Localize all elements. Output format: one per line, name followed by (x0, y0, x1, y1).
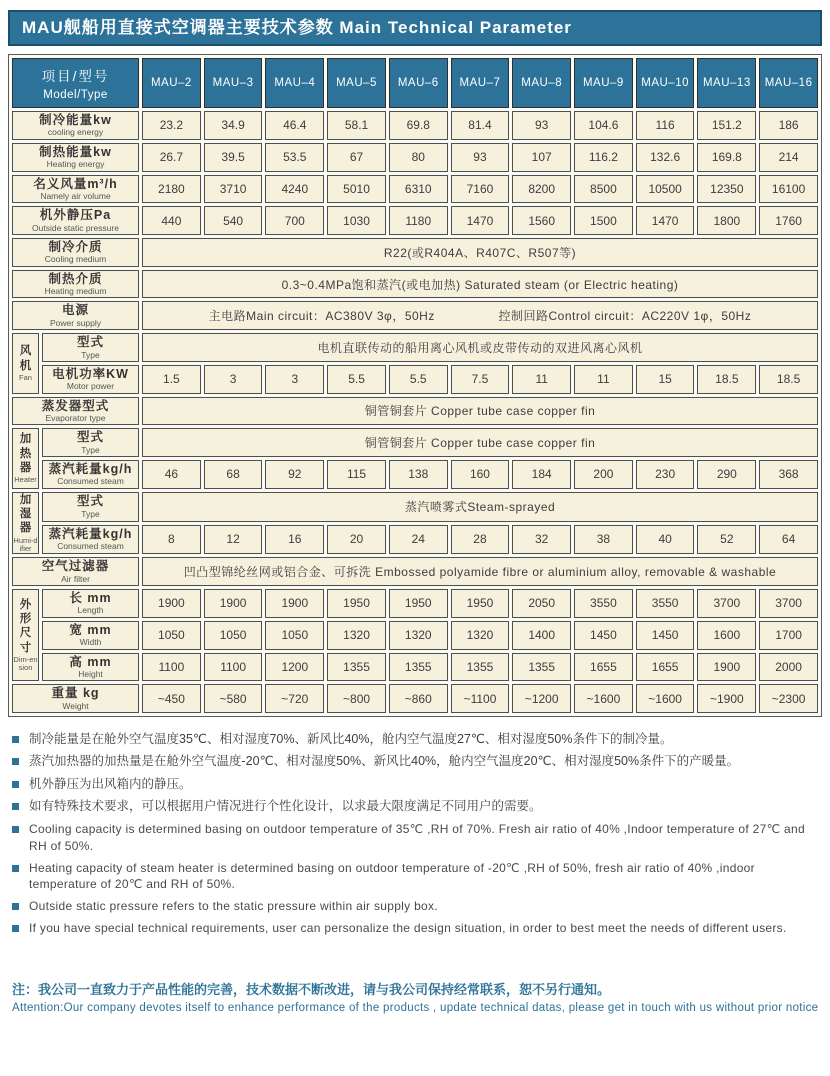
value-cell: 1950 (451, 589, 510, 618)
note-item (12, 821, 820, 855)
value-cell: 53.5 (265, 143, 324, 172)
value-cell: ~720 (265, 684, 324, 713)
value-cell: 92 (265, 460, 324, 489)
value-cell: 67 (327, 143, 386, 172)
label-zh: 蒸发器型式 (41, 398, 110, 413)
value-cell: 1100 (204, 653, 263, 682)
row-label-heating-medium (12, 270, 139, 299)
group-label-dimension (12, 589, 39, 681)
group-en: Humi-difier (13, 535, 38, 554)
value-cell: 64 (759, 525, 818, 555)
value-cell: 1800 (697, 206, 756, 235)
value-cell: 2050 (512, 589, 571, 618)
heater-type-value: 铜管铜套片 Copper tube case copper fin (142, 428, 818, 457)
row-cooling-energy (12, 111, 818, 140)
label-zh: 名义风量m³/h (33, 176, 118, 191)
value-cell: 200 (574, 460, 633, 489)
row-label-height (42, 653, 139, 682)
label-en: Type (81, 508, 100, 519)
spec-table (8, 54, 822, 717)
label-en: Namely air volume (40, 190, 111, 201)
row-cooling-medium (12, 238, 818, 267)
value-cell: 186 (759, 111, 818, 140)
value-cell: 160 (451, 460, 510, 489)
label-zh: 空气过滤器 (41, 559, 110, 574)
air-filter-value: 凹凸型锦纶丝网或铝合金、可拆洗 Embossed polyamide fibre or aluminium alloy, removable & washable (142, 557, 818, 586)
note-text: 如有特殊技术要求，可以根据用户情况进行个性化设计，以求最大限度满足不同用户的需要。 (29, 799, 542, 814)
model-header-cell: MAU–8 (512, 58, 571, 108)
value-cell: 52 (697, 525, 756, 555)
row-fan-type (12, 333, 818, 362)
value-cell: 3550 (636, 589, 695, 618)
label-en: Cooling medium (44, 254, 107, 265)
note-item (12, 731, 820, 749)
value-cell: 24 (389, 525, 448, 555)
note-text: Cooling capacity is determined basing on outdoor temperature of 35℃ ,RH of 70%. Fresh air ratio of 40% ,Indoor temperature of 27℃ and RH of 50%. (29, 821, 805, 853)
row-label-weight (12, 684, 139, 713)
value-cell: 7.5 (451, 365, 510, 394)
row-motor-power (12, 365, 818, 394)
value-cell: 1355 (389, 653, 448, 682)
row-label-air-filter (12, 557, 139, 586)
value-cell: 8 (142, 525, 201, 555)
row-weight (12, 684, 818, 713)
model-header-cell: MAU–7 (451, 58, 510, 108)
value-cell: 151.2 (697, 111, 756, 140)
label-en: Length (77, 605, 104, 616)
label-en: Width (79, 637, 102, 648)
bullet-square-icon (12, 865, 19, 872)
value-cell: 540 (204, 206, 263, 235)
row-label-air-volume (12, 175, 139, 204)
value-cell: 46.4 (265, 111, 324, 140)
value-cell: 11 (574, 365, 633, 394)
value-cell: 1560 (512, 206, 571, 235)
value-cell: 1600 (697, 621, 756, 650)
group-en: Heater (14, 475, 37, 485)
model-header-cell: MAU–13 (697, 58, 756, 108)
value-cell: 38 (574, 525, 633, 555)
value-cell: 1100 (142, 653, 201, 682)
model-header-cell: MAU–6 (389, 58, 448, 108)
note-item (12, 920, 820, 937)
row-height (12, 653, 818, 682)
control-circuit-spec: 控制回路Control circuit：AC220V 1φ，50Hz (498, 309, 752, 324)
power-supply-value (142, 301, 818, 330)
group-label-heater (12, 428, 39, 488)
corner-label-zh: 项目/型号 (41, 69, 110, 85)
label-en: Evaporator type (45, 412, 106, 423)
row-heating-energy (12, 143, 818, 172)
value-cell: 40 (636, 525, 695, 555)
group-en: Fan (19, 373, 32, 383)
label-zh: 电源 (62, 303, 90, 318)
value-cell: ~2300 (759, 684, 818, 713)
value-cell: 3 (204, 365, 263, 394)
corner-header-cell (12, 58, 139, 108)
label-zh: 制热能量kw (39, 144, 112, 159)
label-zh: 型式 (77, 430, 105, 445)
value-cell: 1450 (574, 621, 633, 650)
row-heating-medium (12, 270, 818, 299)
value-cell: 1180 (389, 206, 448, 235)
value-cell: ~1900 (697, 684, 756, 713)
model-header-cell: MAU–16 (759, 58, 818, 108)
value-cell: 1320 (451, 621, 510, 650)
value-cell: 12 (204, 525, 263, 555)
value-cell: 20 (327, 525, 386, 555)
label-zh: 蒸汽耗量kg/h (48, 527, 133, 542)
value-cell: ~1100 (451, 684, 510, 713)
corner-label-en: Model/Type (43, 89, 108, 102)
value-cell: 46 (142, 460, 201, 489)
value-cell: 2000 (759, 653, 818, 682)
footer-note-en: Attention:Our company devotes itself to enhance performance of the products , update technical datas, please get in touch with us without prior notice (12, 1001, 819, 1014)
value-cell: 7160 (451, 175, 510, 204)
value-cell: 18.5 (759, 365, 818, 394)
value-cell: 1050 (265, 621, 324, 650)
value-cell: 32 (512, 525, 571, 555)
note-text: 制冷能量是在舱外空气温度35℃、相对湿度70%、新风比40%，舱内空气温度27℃、相对湿度50%条件下的制冷量。 (29, 731, 673, 746)
label-en: Heating medium (44, 286, 107, 297)
note-text: If you have special technical requirements, user can personalize the design situation, in order to best meet the needs of different users. (29, 920, 787, 935)
value-cell: 18.5 (697, 365, 756, 394)
value-cell: 2180 (142, 175, 201, 204)
value-cell: 81.4 (451, 111, 510, 140)
humidifier-type-value: 蒸汽喷雾式Steam-sprayed (142, 492, 818, 522)
row-label-evaporator (12, 397, 139, 426)
bullet-square-icon (12, 736, 19, 743)
value-cell: 184 (512, 460, 571, 489)
row-heater-type (12, 428, 818, 457)
row-label-length (42, 589, 139, 618)
value-cell: 3700 (759, 589, 818, 618)
value-cell: 290 (697, 460, 756, 489)
value-cell: 39.5 (204, 143, 263, 172)
label-en: cooling energy (47, 127, 104, 138)
value-cell: 132.6 (636, 143, 695, 172)
evaporator-value: 铜管铜套片 Copper tube case copper fin (142, 397, 818, 426)
value-cell: 11 (512, 365, 571, 394)
value-cell: ~860 (389, 684, 448, 713)
value-cell: 5.5 (327, 365, 386, 394)
model-header-cell: MAU–10 (636, 58, 695, 108)
value-cell: ~580 (204, 684, 263, 713)
row-air-volume (12, 175, 818, 204)
value-cell: 1400 (512, 621, 571, 650)
value-cell: 169.8 (697, 143, 756, 172)
value-cell: 368 (759, 460, 818, 489)
value-cell: 107 (512, 143, 571, 172)
page-title: MAU舰船用直接式空调器主要技术参数 Main Technical Parameter (8, 10, 822, 46)
note-item (12, 798, 820, 816)
value-cell: 1030 (327, 206, 386, 235)
group-label-humidifier (12, 492, 39, 555)
value-cell: 93 (512, 111, 571, 140)
note-item (12, 898, 820, 915)
note-text: Outside static pressure refers to the static pressure within air supply box. (29, 899, 438, 914)
label-en: Power supply (49, 317, 102, 328)
row-width (12, 621, 818, 650)
value-cell: 1355 (451, 653, 510, 682)
label-en: Air filter (61, 573, 90, 584)
row-label-static-pressure (12, 206, 139, 235)
value-cell: 116 (636, 111, 695, 140)
label-zh: 型式 (77, 494, 105, 509)
value-cell: 1700 (759, 621, 818, 650)
value-cell: 115 (327, 460, 386, 489)
value-cell: 10500 (636, 175, 695, 204)
row-humidifier-type (12, 492, 818, 522)
value-cell: 5.5 (389, 365, 448, 394)
value-cell: 1950 (327, 589, 386, 618)
group-en: Dim-ension (13, 655, 38, 673)
row-label-humidifier-type (42, 492, 139, 522)
bullet-square-icon (12, 903, 19, 910)
row-evaporator (12, 397, 818, 426)
row-label-cooling-energy (12, 111, 139, 140)
value-cell: 1900 (142, 589, 201, 618)
value-cell: 68 (204, 460, 263, 489)
fan-type-value: 电机直联传动的船用离心风机或皮带传动的双进风离心风机 (142, 333, 818, 362)
main-circuit-spec: 主电路Main circuit：AC380V 3φ，50Hz (208, 309, 435, 324)
value-cell: ~800 (327, 684, 386, 713)
model-header-cell: MAU–4 (265, 58, 324, 108)
value-cell: 1655 (574, 653, 633, 682)
value-cell: 8200 (512, 175, 571, 204)
label-en: Type (81, 349, 100, 360)
row-static-pressure (12, 206, 818, 235)
label-zh: 重量 kg (51, 686, 100, 701)
label-en: Motor power (66, 381, 115, 392)
label-zh: 电机功率KW (52, 366, 129, 381)
row-label-humidifier-steam (42, 525, 139, 555)
notes-section (12, 731, 820, 937)
row-label-power-supply (12, 301, 139, 330)
value-cell: 3700 (697, 589, 756, 618)
value-cell: 6310 (389, 175, 448, 204)
row-heater-steam (12, 460, 818, 489)
value-cell: ~1600 (636, 684, 695, 713)
note-item (12, 860, 820, 894)
value-cell: 1900 (265, 589, 324, 618)
value-cell: 1050 (142, 621, 201, 650)
model-header-cell: MAU–5 (327, 58, 386, 108)
label-en: Weight (62, 700, 89, 711)
value-cell: 23.2 (142, 111, 201, 140)
label-en: Type (81, 444, 100, 455)
value-cell: 3710 (204, 175, 263, 204)
value-cell: 1320 (327, 621, 386, 650)
note-text: 机外静压为出风箱内的静压。 (29, 776, 192, 791)
value-cell: 93 (451, 143, 510, 172)
row-label-heater-steam (42, 460, 139, 489)
value-cell: 440 (142, 206, 201, 235)
note-text: Heating capacity of steam heater is determined basing on outdoor temperature of -20℃ ,RH of 50%, fresh air ratio of 40% ,indoor temperature of 20℃ and RH of 50%. (29, 860, 755, 892)
value-cell: ~1600 (574, 684, 633, 713)
bullet-square-icon (12, 826, 19, 833)
value-cell: 1760 (759, 206, 818, 235)
cooling-medium-value: R22(或R404A、R407C、R507等) (142, 238, 818, 267)
value-cell: 16 (265, 525, 324, 555)
value-cell: 69.8 (389, 111, 448, 140)
value-cell: 12350 (697, 175, 756, 204)
label-zh: 长 mm (69, 591, 112, 606)
bullet-square-icon (12, 781, 19, 788)
label-en: Height (78, 668, 103, 679)
label-zh: 蒸汽耗量kg/h (48, 462, 133, 476)
value-cell: 58.1 (327, 111, 386, 140)
table-header-row (12, 58, 818, 108)
value-cell: 1950 (389, 589, 448, 618)
model-header-cell: MAU–3 (204, 58, 263, 108)
footer-note (12, 981, 820, 1014)
group-label-fan (12, 333, 39, 393)
row-label-motor-power (42, 365, 139, 394)
value-cell: 34.9 (204, 111, 263, 140)
value-cell: 1470 (451, 206, 510, 235)
label-en: Outside static pressure (32, 222, 119, 233)
bullet-square-icon (12, 925, 19, 932)
label-zh: 机外静压Pa (39, 208, 112, 223)
row-label-cooling-medium (12, 238, 139, 267)
value-cell: 1355 (512, 653, 571, 682)
row-humidifier-steam (12, 525, 818, 555)
value-cell: 15 (636, 365, 695, 394)
group-zh: 风机 (19, 345, 32, 372)
value-cell: 138 (389, 460, 448, 489)
note-item (12, 776, 820, 794)
value-cell: 230 (636, 460, 695, 489)
value-cell: 116.2 (574, 143, 633, 172)
row-length (12, 589, 818, 618)
label-zh: 宽 mm (69, 622, 112, 637)
value-cell: 5010 (327, 175, 386, 204)
row-label-heater-type (42, 428, 139, 457)
value-cell: 3 (265, 365, 324, 394)
label-en: Consumed steam (57, 476, 124, 487)
row-power-supply (12, 301, 818, 330)
footer-note-zh: 注：我公司一直致力于产品性能的完善，技术数据不断改进，请与我公司保持经常联系，恕不另行通知。 (12, 981, 611, 997)
value-cell: 1450 (636, 621, 695, 650)
value-cell: 1.5 (142, 365, 201, 394)
value-cell: 1355 (327, 653, 386, 682)
value-cell: 28 (451, 525, 510, 555)
value-cell: 3550 (574, 589, 633, 618)
note-text: 蒸汽加热器的加热量是在舱外空气温度-20℃、相对湿度50%、新风比40%，舱内空气温度20℃、相对湿度50%条件下的产暖量。 (29, 754, 740, 769)
label-zh: 制热介质 (48, 271, 103, 286)
value-cell: 1320 (389, 621, 448, 650)
value-cell: ~1200 (512, 684, 571, 713)
model-header-cell: MAU–9 (574, 58, 633, 108)
label-zh: 制冷能量kw (39, 113, 112, 128)
value-cell: 8500 (574, 175, 633, 204)
value-cell: 1500 (574, 206, 633, 235)
row-label-fan-type (42, 333, 139, 362)
group-zh: 加湿器 (19, 493, 32, 535)
group-zh: 加热器 (19, 433, 32, 475)
value-cell: 16100 (759, 175, 818, 204)
label-zh: 高 mm (69, 654, 112, 669)
value-cell: 1470 (636, 206, 695, 235)
row-air-filter (12, 557, 818, 586)
bullet-square-icon (12, 758, 19, 765)
label-zh: 型式 (77, 335, 105, 350)
value-cell: 104.6 (574, 111, 633, 140)
heating-medium-value: 0.3~0.4MPa饱和蒸汽(或电加热) Saturated steam (or Electric heating) (142, 270, 818, 299)
row-label-width (42, 621, 139, 650)
row-label-heating-energy (12, 143, 139, 172)
value-cell: 80 (389, 143, 448, 172)
value-cell: 1655 (636, 653, 695, 682)
value-cell: ~450 (142, 684, 201, 713)
model-header-cell: MAU–2 (142, 58, 201, 108)
value-cell: 1200 (265, 653, 324, 682)
value-cell: 26.7 (142, 143, 201, 172)
group-zh: 外形尺寸 (19, 598, 32, 654)
label-en: Heating energy (46, 159, 105, 170)
value-cell: 4240 (265, 175, 324, 204)
value-cell: 214 (759, 143, 818, 172)
note-item (12, 753, 820, 771)
value-cell: 700 (265, 206, 324, 235)
value-cell: 1900 (204, 589, 263, 618)
value-cell: 1050 (204, 621, 263, 650)
label-zh: 制冷介质 (48, 239, 103, 254)
label-en: Consumed steam (57, 541, 124, 552)
bullet-square-icon (12, 803, 19, 810)
value-cell: 1900 (697, 653, 756, 682)
